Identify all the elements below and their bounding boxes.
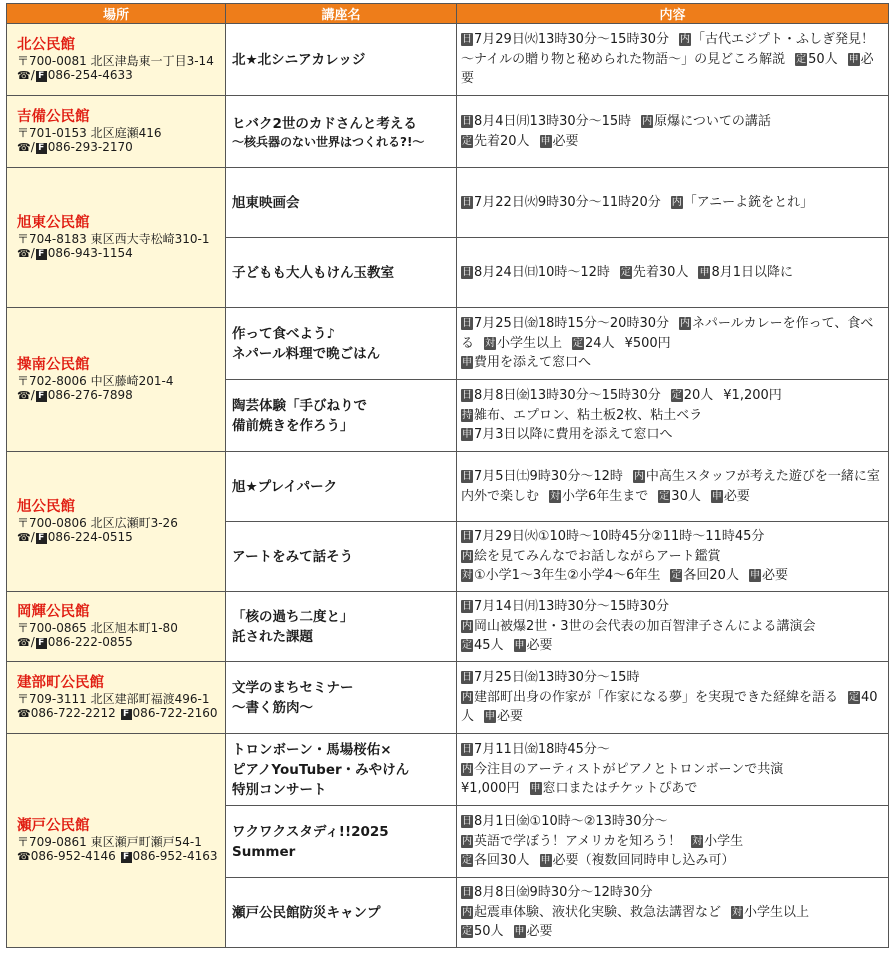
table-row [7, 168, 889, 238]
apply-tag: 申 [462, 357, 472, 369]
target-tag: 対 [485, 337, 496, 349]
course-name: 作って食べよう♪ ネパール料理で晩ごはん [226, 308, 457, 380]
course-name: ヒバク2世のカドさんと考える ～核兵器のない世界はつくれる?!～ [226, 96, 457, 168]
date-tag: 日 [462, 887, 472, 899]
apply-tag: 申 [462, 429, 472, 441]
phone-icon: ☎ [17, 850, 31, 863]
course-name: 陶芸体験「手びねりで 備前焼きを作ろう」 [226, 380, 457, 452]
yen-sign: ¥ [624, 335, 633, 351]
target-tag: 対 [692, 835, 703, 847]
location-cell [7, 662, 226, 734]
fax-icon: F [36, 249, 47, 260]
course-content: 日 7月11日㈮18時45分～ 内 今注目のアーティストがピアノとトロンボーンで共演 ¥1,000円 申 窓口またはチケットぴあで [457, 734, 889, 806]
apply-tag: 申 [530, 783, 541, 795]
location-address: 〒702-8006 中区藤崎201-4 [17, 374, 174, 388]
apply-tag: 申 [540, 135, 551, 147]
location-address: 〒701-0153 北区庭瀬416 [17, 126, 162, 140]
date-tag: 日 [462, 744, 472, 756]
location-phone: ☎/ F 086-276-7898 [17, 388, 133, 402]
apply-tag: 申 [749, 570, 760, 582]
date-tag: 日 [462, 531, 472, 543]
apply-tag: 申 [485, 711, 496, 723]
date-tag: 日 [462, 318, 472, 330]
content-tag: 内 [462, 835, 472, 847]
table-row [7, 452, 889, 522]
apply-tag: 申 [514, 640, 525, 652]
target-tag: 対 [462, 570, 472, 582]
course-name: 瀬戸公民館防災キャンプ [226, 878, 457, 948]
fax-icon: F [36, 71, 47, 82]
course-name: ワクワクスタディ!!2025 Summer [226, 806, 457, 878]
location-name: 岡輝公民館 [17, 604, 90, 620]
fax-icon: F [121, 852, 132, 863]
apply-tag: 申 [848, 53, 859, 65]
location-phone: ☎/ F 086-293-2170 [17, 140, 133, 154]
location-name: 建部町公民館 [17, 675, 104, 691]
date-tag: 日 [462, 390, 472, 402]
table-row [7, 24, 889, 96]
course-name: 「核の過ち二度と」 託された課題 [226, 592, 457, 662]
apply-tag: 申 [711, 490, 722, 502]
date-tag: 日 [462, 34, 472, 46]
capacity-tag: 定 [573, 337, 584, 349]
location-name: 北公民館 [17, 37, 75, 53]
content-tag: 内 [679, 318, 690, 330]
location-cell [7, 592, 226, 662]
phone-icon: ☎ [17, 69, 31, 82]
fax-icon: F [36, 143, 47, 154]
capacity-tag: 定 [849, 691, 860, 703]
phone-icon: ☎ [17, 636, 31, 649]
content-tag: 内 [462, 691, 472, 703]
fax-icon: F [36, 533, 47, 544]
location-address: 〒704-8183 東区西大寺松崎310-1 [17, 232, 210, 246]
course-content: 日 7月25日㈮13時30分～15時 内 建部町出身の作家が「作家になる夢」を実現できた経緯を語る 定 40人 申 必要 [457, 662, 889, 734]
table-row [7, 592, 889, 662]
capacity-tag: 定 [462, 135, 472, 147]
location-name: 旭公民館 [17, 499, 75, 515]
course-content: 日 8月8日㈮13時30分～15時30分 定 20人 ¥1,200円 持 雑布、エプロン、粘土板2枚、粘土ベラ 申 7月3日以降に費用を添えて窓口へ [457, 380, 889, 452]
date-tag: 日 [462, 471, 472, 482]
table-row [7, 734, 889, 806]
capacity-tag: 定 [462, 855, 472, 867]
phone-icon: ☎ [17, 389, 31, 402]
location-phone: ☎086-722-2212 F 086-722-2160 [17, 706, 218, 720]
content-tag: 内 [462, 550, 472, 562]
location-name: 操南公民館 [17, 357, 90, 373]
content-tag: 内 [462, 906, 472, 918]
location-name: 瀬戸公民館 [17, 818, 90, 834]
phone-icon: ☎ [17, 247, 31, 260]
course-name: 文学のまちセミナー ～書く筋肉～ [226, 662, 457, 734]
course-name: 北★北シニアカレッジ [226, 24, 457, 96]
course-content: 日 7月29日㈫①10時～10時45分②11時～11時45分 内 絵を見てみんなでお話しながらアート鑑賞 対 ①小学1～3年生②小学4～6年生 定 各回20人 申 必要 [457, 522, 889, 592]
target-tag: 対 [550, 490, 561, 502]
content-tag: 内 [642, 116, 653, 127]
capacity-tag: 定 [620, 266, 631, 278]
content-tag: 内 [462, 763, 472, 775]
location-address: 〒700-0806 北区広瀬町3-26 [17, 516, 178, 530]
apply-tag: 申 [699, 266, 710, 278]
course-content: 日 7月25日㈮18時15分～20時30分 内 ネパールカレーを作って、食べる 対 小学生以上 定 24人 ¥500円 申 費用を添えて窓口へ [457, 308, 889, 380]
location-address: 〒700-0081 北区津島東一丁目3-14 [17, 54, 214, 68]
content-tag: 内 [671, 196, 682, 208]
apply-tag: 申 [514, 926, 525, 938]
location-cell [7, 734, 226, 948]
capacity-tag: 定 [462, 640, 472, 652]
capacity-tag: 定 [659, 490, 670, 502]
location-phone: ☎/ F 086-254-4633 [17, 68, 133, 82]
course-content: 日 8月8日㈮9時30分～12時30分 内 起震車体験、液状化実験、救急法講習など 対 小学生以上 定 50人 申 必要 [457, 878, 889, 948]
yen-sign: ¥ [461, 781, 470, 797]
location-cell [7, 452, 226, 592]
location-name: 旭東公民館 [17, 215, 90, 231]
date-tag: 日 [462, 816, 472, 828]
fax-icon: F [121, 709, 132, 720]
header-place: 場所 [7, 4, 226, 24]
course-content: 日 7月29日㈫13時30分～15時30分 内 「古代エジプト・ふしぎ発見！～ナイルの贈り物と秘められた物語～」の見どころ解説 定 50人 申 必要 [457, 24, 889, 96]
location-address: 〒700-0865 北区旭本町1-80 [17, 621, 178, 635]
location-phone: ☎/ F 086-943-1154 [17, 246, 133, 260]
course-name: トロンボーン・馬場桜佑× ピアノYouTuber・みやけん 特別コンサート [226, 734, 457, 806]
location-cell [7, 168, 226, 308]
location-cell [7, 96, 226, 168]
capacity-tag: 定 [462, 926, 472, 938]
location-phone: ☎/ F 086-224-0515 [17, 530, 133, 544]
yen-sign: ¥ [723, 388, 732, 404]
location-cell [7, 308, 226, 452]
content-tag: 内 [633, 471, 644, 482]
bring-tag: 持 [462, 409, 472, 421]
location-phone: ☎086-952-4146 F 086-952-4163 [17, 849, 218, 863]
course-content: 日 7月5日㈯9時30分～12時 内 中高生スタッフが考えた遊びを一緒に室内外で楽しむ 対 小学6年生まで 定 30人 申 必要 [457, 452, 889, 522]
course-name: アートをみて話そう [226, 522, 457, 592]
content-tag: 内 [679, 34, 690, 46]
course-table [6, 3, 889, 948]
fax-icon: F [36, 391, 47, 402]
phone-icon: ☎ [17, 141, 31, 154]
table-row [7, 662, 889, 734]
capacity-tag: 定 [796, 53, 807, 65]
date-tag: 日 [462, 116, 472, 127]
table-header-row [7, 4, 889, 24]
course-name: 旭東映画会 [226, 168, 457, 238]
target-tag: 対 [732, 906, 743, 918]
course-content: 日 7月14日㈪13時30分～15時30分 内 岡山被爆2世・3世の会代表の加百智津子さんによる講演会 定 45人 申 必要 [457, 592, 889, 662]
phone-icon: ☎ [17, 707, 31, 720]
table-row [7, 96, 889, 168]
table-row [7, 308, 889, 380]
course-name: 旭★プレイパーク [226, 452, 457, 522]
location-address: 〒709-3111 北区建部町福渡496-1 [17, 692, 210, 706]
course-content: 日 8月4日㈪13時30分～15時 内 原爆についての講話 定 先着20人 申 必要 [457, 96, 889, 168]
course-content: 日 7月22日㈫9時30分～11時20分 内 「アニーよ銃をとれ」 [457, 168, 889, 238]
location-cell [7, 24, 226, 96]
date-tag: 日 [462, 601, 472, 613]
location-phone: ☎/ F 086-222-0855 [17, 635, 133, 649]
fax-icon: F [36, 638, 47, 649]
course-name: 子どもも大人もけん玉教室 [226, 238, 457, 308]
header-course: 講座名 [226, 4, 457, 24]
location-name: 吉備公民館 [17, 109, 90, 125]
date-tag: 日 [462, 196, 472, 208]
capacity-tag: 定 [671, 390, 682, 402]
location-address: 〒709-0861 東区瀬戸町瀬戸54-1 [17, 835, 202, 849]
phone-icon: ☎ [17, 531, 31, 544]
header-content: 内容 [457, 4, 889, 24]
date-tag: 日 [462, 672, 472, 684]
capacity-tag: 定 [671, 570, 682, 582]
content-tag: 内 [462, 620, 472, 632]
date-tag: 日 [462, 266, 472, 278]
course-content: 日 8月24日㈰10時～12時 定 先着30人 申 8月1日以降に [457, 238, 889, 308]
apply-tag: 申 [540, 855, 551, 867]
course-content: 日 8月1日㈮①10時～②13時30分～ 内 英語で学ぼう！アメリカを知ろう！ 対 小学生 定 各回30人 申 必要（複数回同時申し込み可） [457, 806, 889, 878]
